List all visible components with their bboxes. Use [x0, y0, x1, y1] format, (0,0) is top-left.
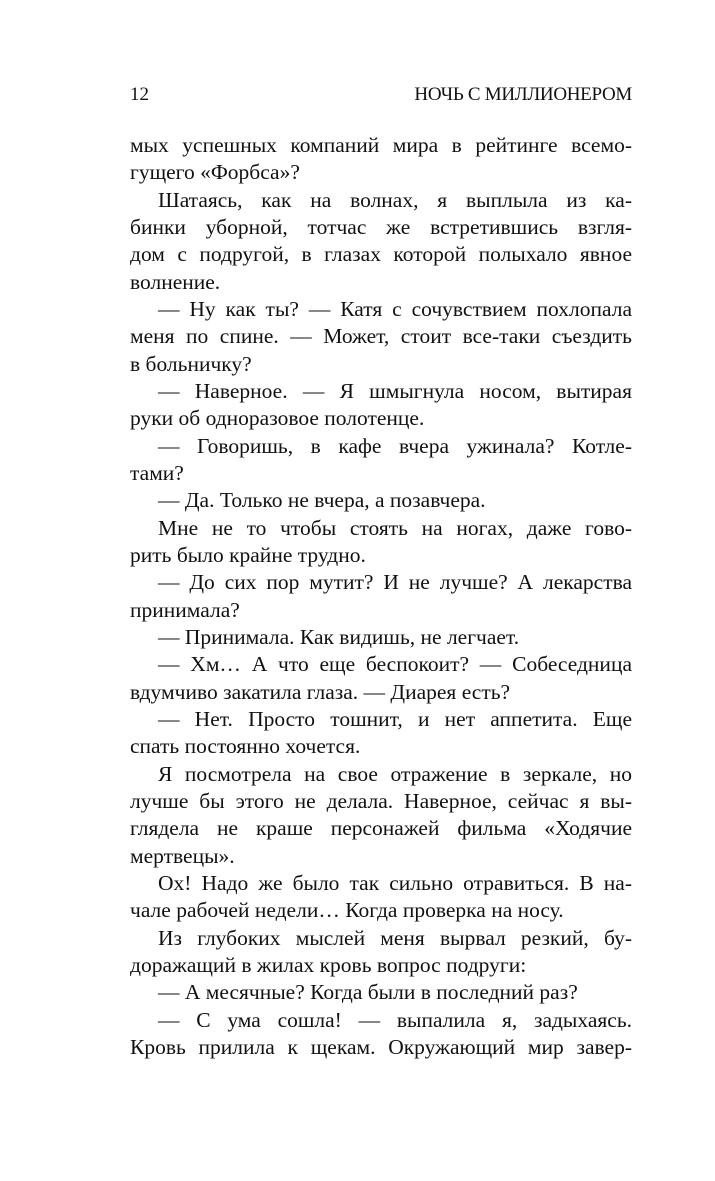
text-line: — Да. Только не вчера, а позавчера. — [158, 488, 486, 513]
text-line: руки об одноразовое полотенце. — [130, 406, 425, 431]
text-line: мертвецы». — [130, 843, 235, 868]
text-line: тами? — [130, 460, 184, 485]
text-line: вдумчиво закатила глаза. — Диарея есть? — [130, 679, 511, 704]
text-line: бинки уборной, тотчас же встретившись взгля- — [130, 214, 632, 239]
text-line: глядела не краше персонажей фильма «Ходячие — [130, 816, 632, 841]
text-line: — Нет. Просто тошнит, и нет аппетита. Еще — [158, 706, 632, 731]
text-line: дом с подругой, в глазах которой полыхало явное — [130, 242, 632, 267]
paragraph — [130, 624, 632, 651]
text-line: Кровь прилила к щекам. Окружающий мир завер- — [130, 1034, 632, 1059]
text-line: лучше бы этого не делала. Наверное, сейчас я вы- — [130, 788, 632, 813]
paragraph — [130, 433, 632, 488]
text-line: — До сих пор мутит? И не лучше? А лекарства — [158, 570, 632, 595]
paragraph — [130, 1007, 632, 1062]
text-line: Мне не то чтобы стоять на ногах, даже гово- — [158, 515, 632, 540]
text-line: меня по спине. — Может, стоит все-таки съездить — [130, 324, 632, 349]
text-line: в больничку? — [130, 351, 252, 376]
paragraph — [130, 487, 632, 514]
paragraph — [130, 651, 632, 706]
text-line: Я посмотрела на свое отражение в зеркале, но — [158, 761, 632, 786]
paragraph — [130, 761, 632, 870]
text-line: — Наверное. — Я шмыгнула носом, вытирая — [158, 378, 632, 403]
running-header — [130, 84, 632, 112]
text-line: — Ну как ты? — Катя с сочувствием похлопала — [158, 296, 632, 321]
text-line: — А месячные? Когда были в последний раз? — [158, 980, 578, 1005]
running-title: НОЧЬ С МИЛЛИОНЕРОМ — [414, 84, 632, 105]
text-line: — Говоришь, в кафе вчера ужинала? Котле- — [158, 433, 632, 458]
paragraph — [130, 870, 632, 925]
paragraph — [130, 925, 632, 980]
paragraph — [130, 187, 632, 296]
text-line: — С ума сошла! — выпалила я, задыхаясь. — [158, 1007, 632, 1032]
text-line: Ох! Надо же было так сильно отравиться. В на- — [158, 870, 632, 895]
paragraph — [130, 132, 632, 187]
body-text — [130, 132, 632, 1061]
text-line: Шатаясь, как на волнах, я выплыла из ка- — [158, 187, 632, 212]
page-number: 12 — [130, 84, 149, 105]
text-line: гущего «Форбса»? — [130, 160, 300, 185]
text-line: чале рабочей недели… Когда проверка на носу. — [130, 898, 564, 923]
paragraph — [130, 378, 632, 433]
text-line: спать постоянно хочется. — [130, 734, 361, 759]
paragraph — [130, 706, 632, 761]
text-line: — Принимала. Как видишь, не легчает. — [158, 624, 520, 649]
paragraph — [130, 296, 632, 378]
paragraph — [130, 515, 632, 570]
paragraph — [130, 569, 632, 624]
paragraph — [130, 979, 632, 1006]
text-line: рить было крайне трудно. — [130, 542, 366, 567]
text-line: принимала? — [130, 597, 240, 622]
text-line: доражащий в жилах кровь вопрос подруги: — [130, 952, 527, 977]
text-line: мых успешных компаний мира в рейтинге всемо- — [130, 133, 632, 157]
text-line: волнение. — [130, 269, 221, 294]
text-line: — Хм… А что еще беспокоит? — Собеседница — [158, 652, 632, 677]
text-line: Из глубоких мыслей меня вырвал резкий, бу- — [158, 925, 632, 950]
